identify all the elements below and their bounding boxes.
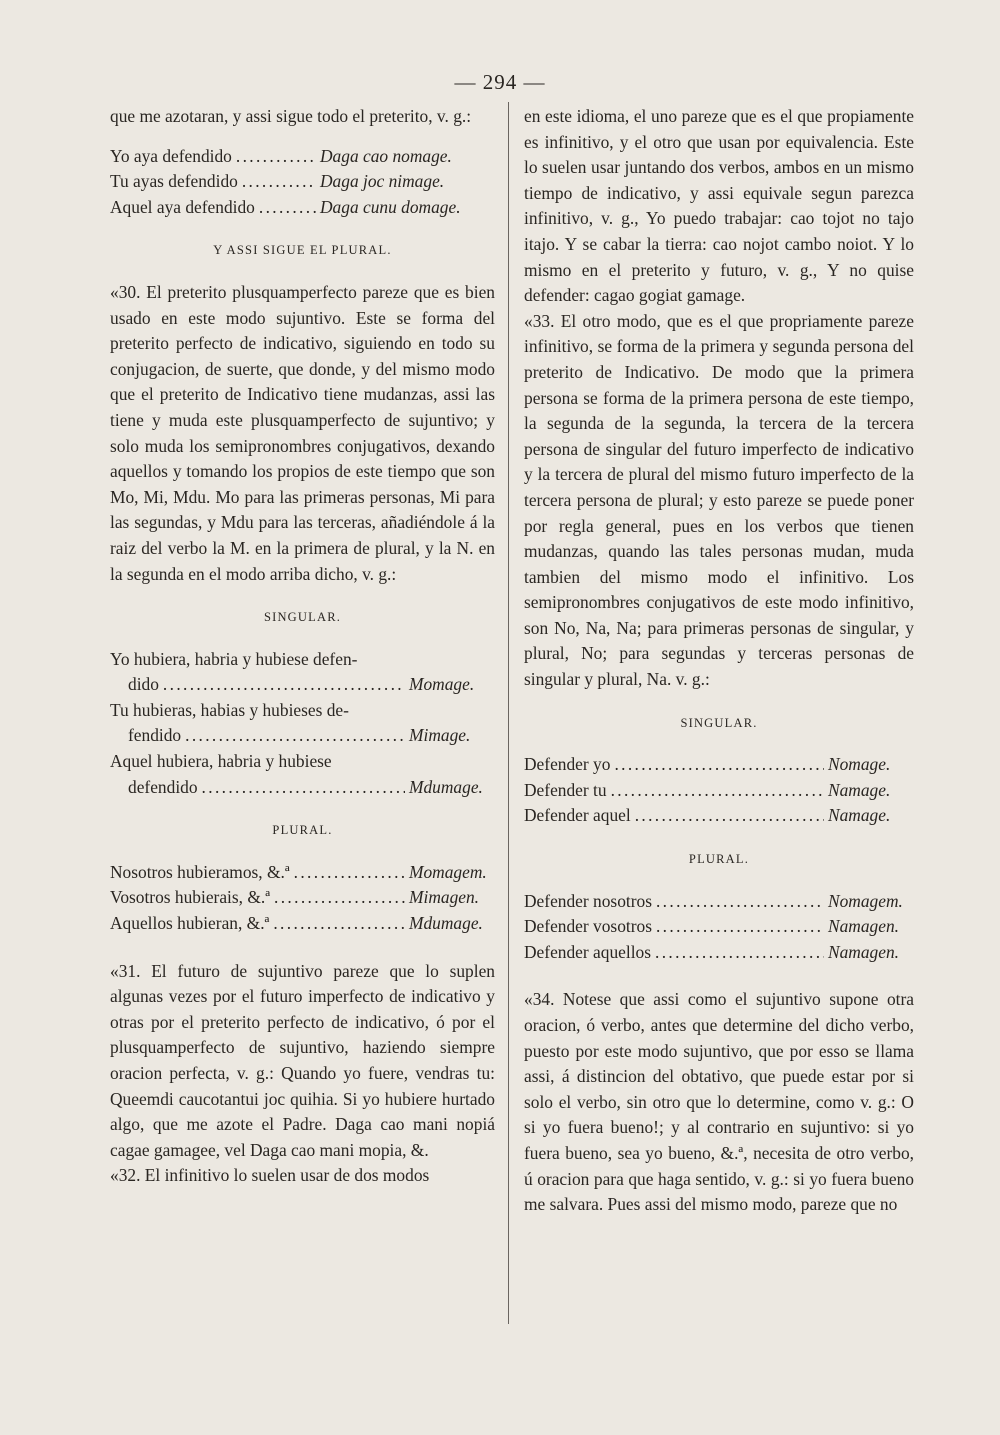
paragraph-31: «31. El futuro de sujuntivo pareze que lo suplen algunas vezes por el futuro imperfecto de indicativo y otras por el preterito perfecto de indicativo, ó por el plusquamperfecto de sujuntivo, haziendo siempre oracion perfecta, v. g.: Quando yo fuere, vendras tu: Queemdi caucotantui joc quihia. Si yo hubiere hurtado algo, que me azote el Padre. Daga cao mani nopiá cagae gamagee, vel Daga cao mani mopia, &. <box>110 960 495 1160</box>
infinitive-singular-table <box>524 752 914 829</box>
plural-heading: PLURAL. <box>688 852 750 867</box>
conjugation-row: Aquellos hubieran, &.ª . . . Mdumage. <box>110 911 495 937</box>
conjugation-row: Defender tu . . . Namage. <box>524 778 914 804</box>
plural-note-heading: Y ASSI SIGUE EL PLURAL. <box>213 243 392 258</box>
conjugation-row: Nosotros hubieramos, &.ª . . . Momagem. <box>110 860 495 886</box>
infinitive-plural-table <box>524 889 914 966</box>
conjugation-row: Defender yo . . . Nomage. <box>524 752 914 778</box>
left-column <box>110 104 495 1189</box>
pluperfect-plural-table <box>110 860 495 937</box>
conjugation-row: Tu hubieras, habias y hubieses de- fendido . . . Mimage. <box>110 698 495 749</box>
conjugation-row: Yo aya defendido . . . Daga cao nomage. <box>110 144 495 170</box>
page-number: — 294 — <box>454 70 546 94</box>
paragraph-33: «33. El otro modo, que es el que propriamente pareze infinitivo, se forma de la primera y segunda persona del preterito de Indicativo. De modo que la primera persona se forma de la primera persona de este tiempo, la segunda de la segunda, la tercera de la tercera persona de singular del futuro imperfecto de indicativo y la tercera de plural del mismo futuro imperfecto de la tercera persona de plural; y esto pareze se puede poner por regla general, pues en los verbos que tienen mudanzas, quando las tales personas mudan, muda tambien del mismo modo el infinitivo. Los semipronombres conjugativos de este modo infinitivo, son No, Na, Na; para primeras personas de singular, y plural, No; para segundas y terceras personas de singular y plural, Na. v. g.: <box>524 310 914 690</box>
conjugation-row: Defender aquel . . . Namage. <box>524 803 914 829</box>
paragraph-34: «34. Notese que assi como el sujuntivo supone otra oracion, ó verbo, antes que determine del dicho verbo, puesto por este modo sujuntivo, que por esso se llama assi, á distincion del obtativo, que puede estar por si solo el verbo, sin otro que lo determine, como v. g.: O si yo fuera bueno!; y al contrario en sujuntivo: si yo fuera bueno, sea yo bueno, &.ª, necesita de otro verbo, ú oracion para que haga sentido, v. g.: si yo fuera bueno me salvara. Pues assi del mismo modo, pareze que no <box>524 989 914 1215</box>
singular-heading: SINGULAR. <box>263 610 342 625</box>
pluperfect-singular-table <box>110 647 495 801</box>
conjugation-row: Defender aquellos . . . Namagen. <box>524 940 914 966</box>
conjugation-row: Aquel hubiera, habria y hubiese defendido . . . Mdumage. <box>110 749 495 800</box>
paragraph-32-start: «32. El infinitivo lo suelen usar de dos modos <box>110 1165 430 1186</box>
perfect-conjugation-table <box>110 144 495 221</box>
right-column <box>524 104 914 1218</box>
singular-heading: SINGULAR. <box>680 715 758 730</box>
conjugation-row: Yo hubiera, habria y hubiese defen- dido . . . Momage. <box>110 647 495 698</box>
plural-heading: PLURAL. <box>272 823 333 838</box>
conjugation-row: Tu ayas defendido . . . Daga joc nimage. <box>110 169 495 195</box>
left-intro-paragraph: que me azotaran, y assi sigue todo el preterito, v. g.: <box>110 106 472 126</box>
conjugation-row: Vosotros hubierais, &.ª . . . Mimagen. <box>110 885 495 911</box>
conjugation-row: Defender nosotros . . . Nomagem. <box>524 889 914 915</box>
conjugation-row: Aquel aya defendido . . . Daga cunu domage. <box>110 195 495 221</box>
paragraph-32-continued: en este idioma, el uno pareze que es el que propiamente es infinitivo, y el otro que usan por equivalencia. Este lo suelen usar juntando dos verbos, ambos en un mismo tiempo de indicativo, y assi equivale segun parezca infinitivo, v. g., Yo puedo trabajar: cao tojot no tajo itajo. Y se cabar la tierra: cao nojot cambo noiot. Y lo mismo en el preterito y futuro, v. g., Y no quise defender: cagao gogiat gamage. <box>524 106 914 306</box>
conjugation-row: Defender vosotros . . . Namagen. <box>524 914 914 940</box>
column-divider <box>508 102 509 1324</box>
paragraph-30: «30. El preterito plusquamperfecto pareze que es bien usado en este modo sujuntivo. Este se forma del preterito perfecto de indicativo, siguiendo en todo su conjugacion, de suerte, que donde, y del mismo modo que el preterito de Indicativo tiene mudanzas, assi las tiene y muda este plusquamperfecto de sujuntivo; y solo muda los semipronombres conjugativos, dexando aquellos y tomando los propios de este tiempo que son Mo, Mi, Mdu. Mo para las primeras personas, Mi para las segundas, y Mdu para las terceras, añadiéndole á la raiz del verbo la M. en la primera de plural, y la N. en la segunda en el modo arriba dicho, v. g.: <box>110 281 495 584</box>
